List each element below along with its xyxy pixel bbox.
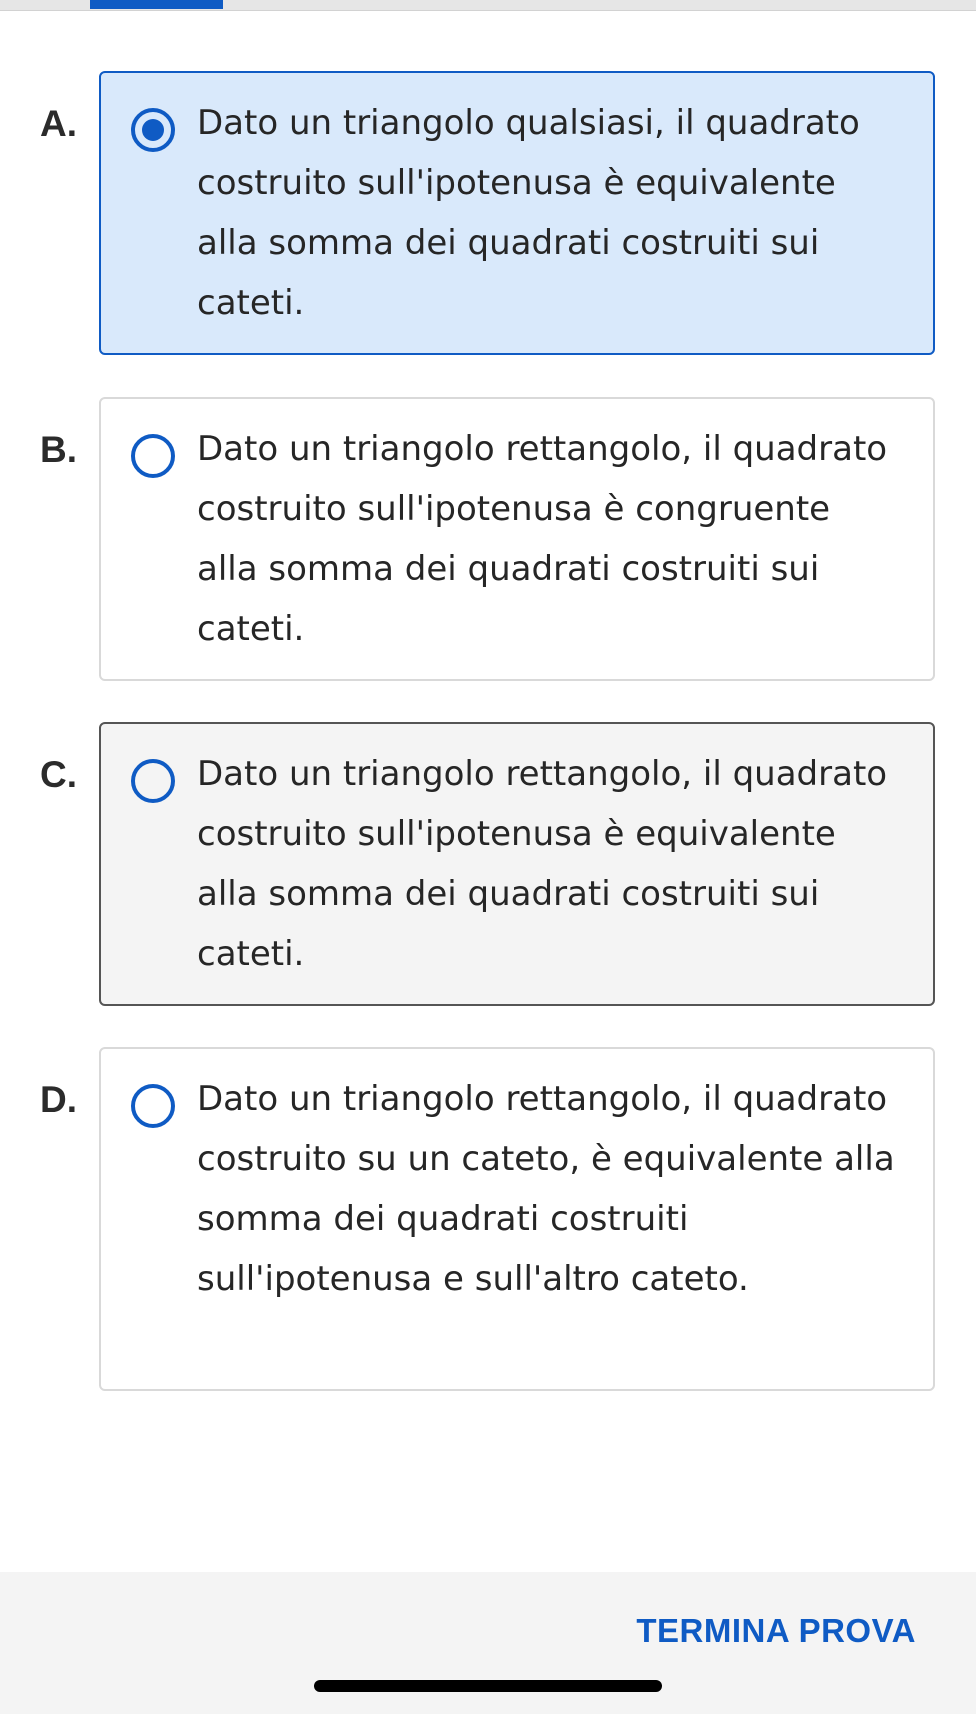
option-card-a[interactable] — [99, 71, 935, 355]
option-card-b[interactable] — [99, 397, 935, 681]
option-text: Dato un triangolo qualsiasi, il quadrato costruito sull'ipotenusa è equivalente alla somma dei quadrati costruiti sui cateti. — [197, 103, 860, 323]
option-text: Dato un triangolo rettangolo, il quadrato costruito sull'ipotenusa è congruente alla somma dei quadrati costruiti sui cateti. — [197, 429, 888, 649]
option-text: Dato un triangolo rettangolo, il quadrato costruito sull'ipotenusa è equivalente alla somma dei quadrati costruiti sui cateti. — [197, 754, 888, 974]
option-letter: A. — [40, 103, 77, 144]
option-text: Dato un triangolo rettangolo, il quadrato costruito su un cateto, è equivalente alla somma dei quadrati costruiti sull'ipotenusa e sull'altro cateto. — [197, 1079, 895, 1299]
radio-dot-icon — [142, 119, 164, 141]
option-letter: B. — [40, 429, 77, 470]
top-progress-bar — [0, 0, 976, 11]
radio-empty-icon[interactable] — [131, 759, 175, 803]
radio-empty-icon[interactable] — [131, 1084, 175, 1128]
option-letter: C. — [40, 754, 77, 795]
home-indicator — [314, 1680, 662, 1692]
finish-test-button[interactable]: TERMINA PROVA — [636, 1612, 916, 1649]
option-letter: D. — [40, 1079, 77, 1120]
option-card-c[interactable] — [99, 722, 935, 1006]
option-card-d[interactable] — [99, 1047, 935, 1391]
radio-empty-icon[interactable] — [131, 434, 175, 478]
radio-selected-icon[interactable] — [131, 108, 175, 152]
progress-indicator — [90, 0, 223, 9]
footer-bar — [0, 1572, 976, 1714]
